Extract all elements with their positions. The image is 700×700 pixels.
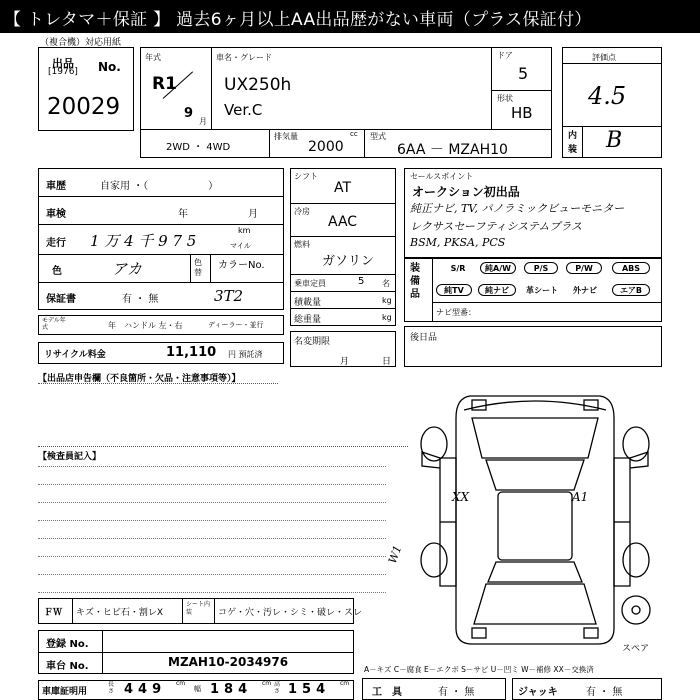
- tools-label: 工 具: [372, 687, 402, 698]
- model-type-year: 年: [108, 321, 116, 330]
- equip-leather: 革シート: [526, 286, 558, 295]
- equip-navi: 純ナビ: [478, 284, 516, 296]
- name-change-label: 名変期限: [294, 337, 331, 347]
- certificate-length: 449: [124, 682, 167, 697]
- equip-ext-navi: 外ナビ: [573, 286, 597, 295]
- damage-mark-side: W1: [385, 543, 405, 566]
- displacement-value: 2000: [308, 139, 344, 155]
- car-damage-diagram: [400, 388, 700, 648]
- equipment-navi-label: ナビ型番：: [436, 308, 476, 317]
- color-label: 色: [52, 266, 62, 277]
- sales-point-line-2: レクサスセーフティシステムプラス: [410, 220, 583, 233]
- color-no-value: 3T2: [214, 287, 244, 305]
- equip-abs: ABS: [612, 262, 650, 274]
- shift-label: シフト: [294, 172, 318, 181]
- equip-airbag: エアB: [612, 284, 650, 296]
- lot-number: 20029: [47, 94, 121, 120]
- mileage-unit-mile: マイル: [230, 242, 251, 250]
- lot-venue: 出品: [52, 57, 74, 70]
- damage-legend: A－キズ C－腐食 E－エクボ S－サビ U－凹ミ W－補修 XX－交換済: [364, 665, 594, 674]
- fw-label: ＦＷ: [44, 608, 63, 618]
- color-change-label: 色替: [194, 258, 202, 277]
- inspection-label: 車検: [46, 209, 66, 220]
- certificate-length-label: 長さ: [108, 681, 115, 695]
- damage-mark-right: A1: [572, 490, 589, 504]
- recycle-unit: 円 預託済: [228, 350, 263, 359]
- gross-weight-label: 総重量: [294, 315, 322, 325]
- mileage-value: 1 万 4 千 9 7 5: [90, 232, 197, 250]
- header-title: 【 トレタマ＋保証 】 過去6ヶ月以上AA出品歴がない車両（プラス保証付）: [4, 10, 592, 30]
- displacement-unit: cc: [350, 130, 358, 138]
- model-type-handle: ハンドル 左・右: [124, 321, 183, 330]
- score-value: 4.5: [588, 82, 627, 110]
- doors-value: 5: [518, 64, 529, 83]
- mileage-unit-km: km: [238, 226, 251, 235]
- equip-pw: P/W: [566, 262, 602, 274]
- capacity-label: 乗車定員: [294, 279, 326, 288]
- certificate-label: 車庫証明用: [42, 687, 88, 697]
- fuel-value: ガソリン: [322, 254, 375, 269]
- certificate-width: 184: [210, 682, 253, 697]
- year-label: 年式: [145, 53, 161, 62]
- interior-label-2: 装: [568, 145, 578, 155]
- year-month-unit: 月: [199, 117, 207, 126]
- equip-sr: S/R: [450, 264, 466, 273]
- spare-label: スペア: [622, 644, 650, 654]
- interior-label-1: 内: [568, 131, 578, 141]
- recycle-label: リサイクル料金: [44, 350, 106, 360]
- certificate-width-unit: cm: [262, 680, 272, 687]
- jack-value: 有 ・ 無: [586, 687, 623, 698]
- chassis-label: 車台 No.: [46, 661, 89, 672]
- model-type-dealer: ディーラー・並行: [208, 321, 264, 329]
- equipment-label: 装備品: [410, 263, 420, 300]
- certificate-length-unit: cm: [176, 680, 186, 687]
- arrival-box: [404, 326, 662, 367]
- certificate-width-label: 幅: [194, 685, 201, 693]
- displacement-label: 排気量: [274, 132, 298, 141]
- score-label: 評価点: [592, 53, 616, 62]
- sales-point-line-3: BSM, PKSA, PCS: [410, 236, 506, 249]
- shift-value: AT: [334, 180, 352, 196]
- seat-items: コゲ・穴・汚レ・シミ・破レ・スレ: [218, 608, 363, 618]
- lot-venue-code: [1976]: [48, 67, 78, 77]
- lot-no-label: No.: [98, 60, 121, 74]
- equip-tv: 純TV: [436, 284, 472, 296]
- certificate-height: 154: [288, 682, 331, 697]
- fuel-label: 燃料: [294, 240, 310, 249]
- seat-label: シート内装: [186, 601, 211, 616]
- shape-value: HB: [511, 104, 533, 122]
- model-code-label: 型式: [370, 132, 386, 141]
- jack-label: ジャッキ: [518, 687, 558, 698]
- warranty-label: 保証書: [46, 294, 76, 305]
- inspector-notes-label: 【検査員記入】: [38, 452, 102, 462]
- tools-value: 有 ・ 無: [438, 687, 475, 698]
- warranty-value: 有 ・ 無: [122, 294, 159, 305]
- color-value: アカ: [112, 260, 142, 278]
- year-era: R1: [152, 74, 177, 94]
- recycle-value: 11,110: [166, 345, 217, 360]
- model-grade: Ver.C: [224, 101, 263, 119]
- history-label: 車歴: [46, 181, 66, 192]
- sales-points-label: セールスポイント: [410, 172, 474, 181]
- gross-weight-unit: kg: [382, 313, 392, 322]
- ac-value: AAC: [328, 214, 358, 230]
- model-code-value: 6AA － MZAH10: [397, 142, 508, 158]
- sales-points-headline: オークション初出品: [412, 185, 520, 199]
- model-type-label: モデル年式: [42, 317, 66, 331]
- doors-label: ドア: [497, 51, 513, 60]
- model-name: UX250h: [224, 75, 292, 95]
- shape-label: 形状: [497, 94, 513, 103]
- capacity-value: 5: [358, 276, 365, 287]
- name-change-month: 月: [340, 357, 350, 367]
- equip-alloy-wheel: 純A/W: [480, 262, 516, 274]
- certificate-height-label: 高さ: [274, 681, 281, 695]
- inspection-month: 月: [248, 209, 258, 220]
- inspection-year: 年: [178, 209, 188, 220]
- fw-items: キズ・ヒビ石・割レX: [76, 608, 163, 618]
- mileage-label: 走行: [46, 238, 66, 249]
- load-label: 積載量: [294, 298, 322, 308]
- name-change-day: 日: [382, 357, 392, 367]
- certificate-height-unit: cm: [340, 680, 350, 687]
- ac-label: 冷房: [294, 207, 310, 216]
- year-month: 9: [184, 106, 194, 121]
- color-no-label: カラーNo.: [218, 260, 265, 271]
- interior-value: B: [606, 128, 623, 153]
- model-label: 車名・グレード: [216, 53, 272, 62]
- arrival-label: 後日品: [410, 333, 438, 343]
- registration-label: 登録 No.: [46, 639, 89, 650]
- history-value: 自家用 ・（ ）: [100, 181, 219, 192]
- header-subtitle: （複合機）対応用紙: [40, 38, 122, 48]
- load-unit: kg: [382, 296, 392, 305]
- damage-mark-left: XX: [452, 490, 470, 504]
- chassis-value: MZAH10-2034976: [168, 655, 289, 669]
- seller-notes-label: 【出品店申告欄（不良箇所・欠品・注意事項等）】: [38, 374, 241, 384]
- sales-point-line-1: 純正ナビ, TV, パノラミックビューモニター: [410, 202, 625, 215]
- drive-options: 2WD ・ 4WD: [166, 142, 231, 153]
- capacity-unit: 名: [382, 279, 390, 288]
- equip-ps: P/S: [524, 262, 558, 274]
